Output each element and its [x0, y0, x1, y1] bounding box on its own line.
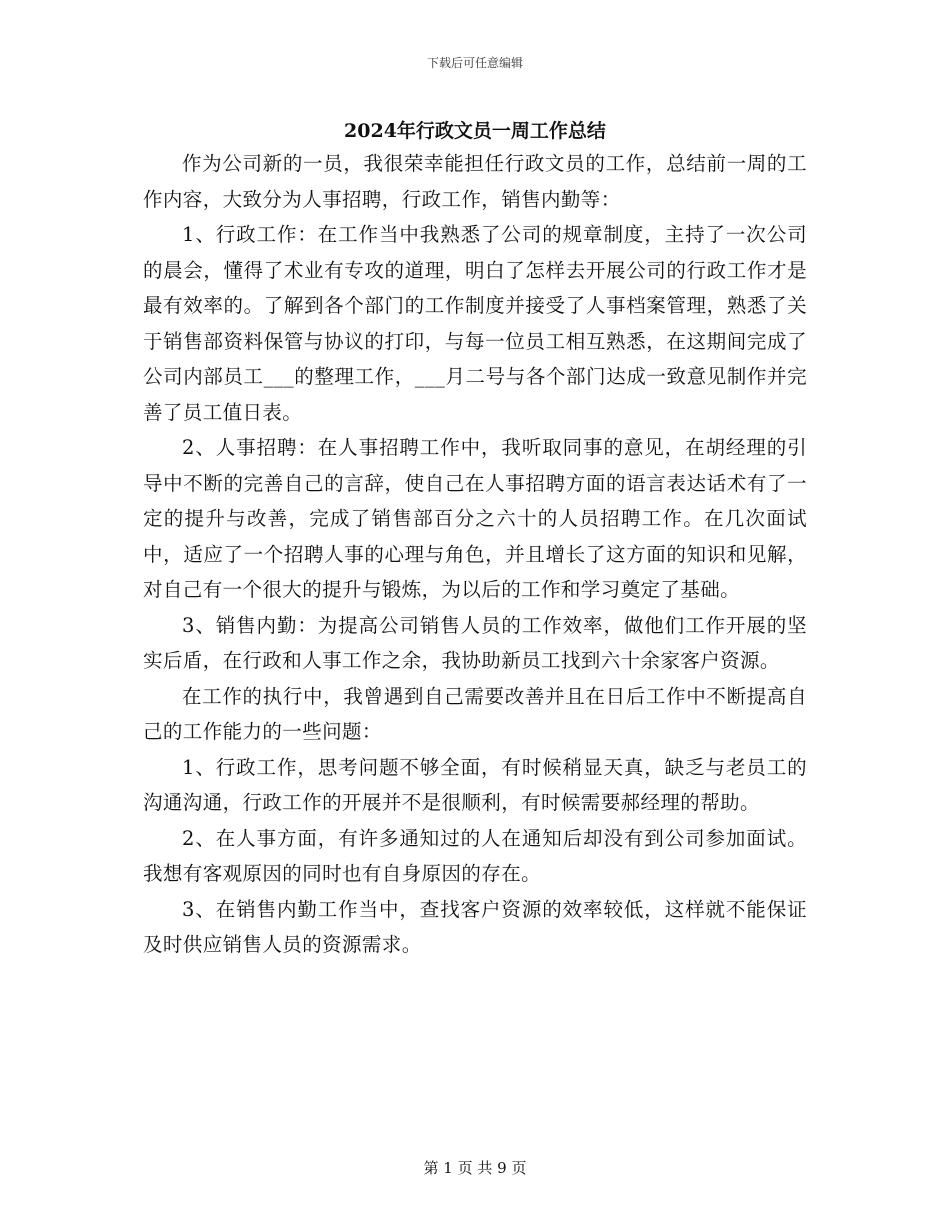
page-number: 第 1 页 共 9 页 — [423, 1159, 527, 1177]
paragraph-admin-work: 1、行政工作：在工作当中我熟悉了公司的规章制度，主持了一次公司的晨会，懂得了术业有专攻的道理，明白了怎样去开展公司的行政工作才是最有效率的。了解到各个部门的工作制度并接受了人事档案管理，熟悉了关于销售部资料保管与协议的打印，与每一位员工相互熟悉，在这期间完成了公司内部员工___的整理工作，___月二号与各个部门达成一致意见制作并完善了员工值日表。 — [143, 223, 807, 424]
header-note: 下载后可任意编辑 — [426, 56, 523, 70]
document-title: 2024年行政文员一周工作总结 — [344, 120, 606, 142]
paragraph-problems-intro: 在工作的执行中，我曾遇到自己需要改善并且在日后工作中不断提高自己的工作能力的一些问题： — [143, 684, 807, 743]
paragraph-problem-admin: 1、行政工作，思考问题不够全面，有时候稍显天真，缺乏与老员工的沟通沟通，行政工作的开展并不是很顺利，有时候需要郝经理的帮助。 — [143, 755, 807, 814]
paragraph-sales-support: 3、销售内勤：为提高公司销售人员的工作效率，做他们工作开展的坚实后盾，在行政和人事工作之余，我协助新员工找到六十余家客户资源。 — [143, 613, 807, 672]
paragraph-problem-hr: 2、在人事方面，有许多通知过的人在通知后却没有到公司参加面试。我想有客观原因的同时也有自身原因的存在。 — [143, 826, 807, 885]
paragraph-problem-sales: 3、在销售内勤工作当中，查找客户资源的效率较低，这样就不能保证及时供应销售人员的资源需求。 — [143, 897, 807, 956]
document-body — [143, 146, 807, 963]
paragraph-recruitment: 2、人事招聘：在人事招聘工作中，我听取同事的意见，在胡经理的引导中不断的完善自己的言辞，使自己在人事招聘方面的语言表达话术有了一定的提升与改善，完成了销售部百分之六十的人员招聘工作。在几次面试中，适应了一个招聘人事的心理与角色，并且增长了这方面的知识和见解，对自己有一个很大的提升与锻炼，为以后的工作和学习奠定了基础。 — [143, 436, 807, 601]
paragraph-intro: 作为公司新的一员，我很荣幸能担任行政文员的工作，总结前一周的工作内容，大致分为人事招聘，行政工作，销售内勤等： — [143, 152, 807, 211]
